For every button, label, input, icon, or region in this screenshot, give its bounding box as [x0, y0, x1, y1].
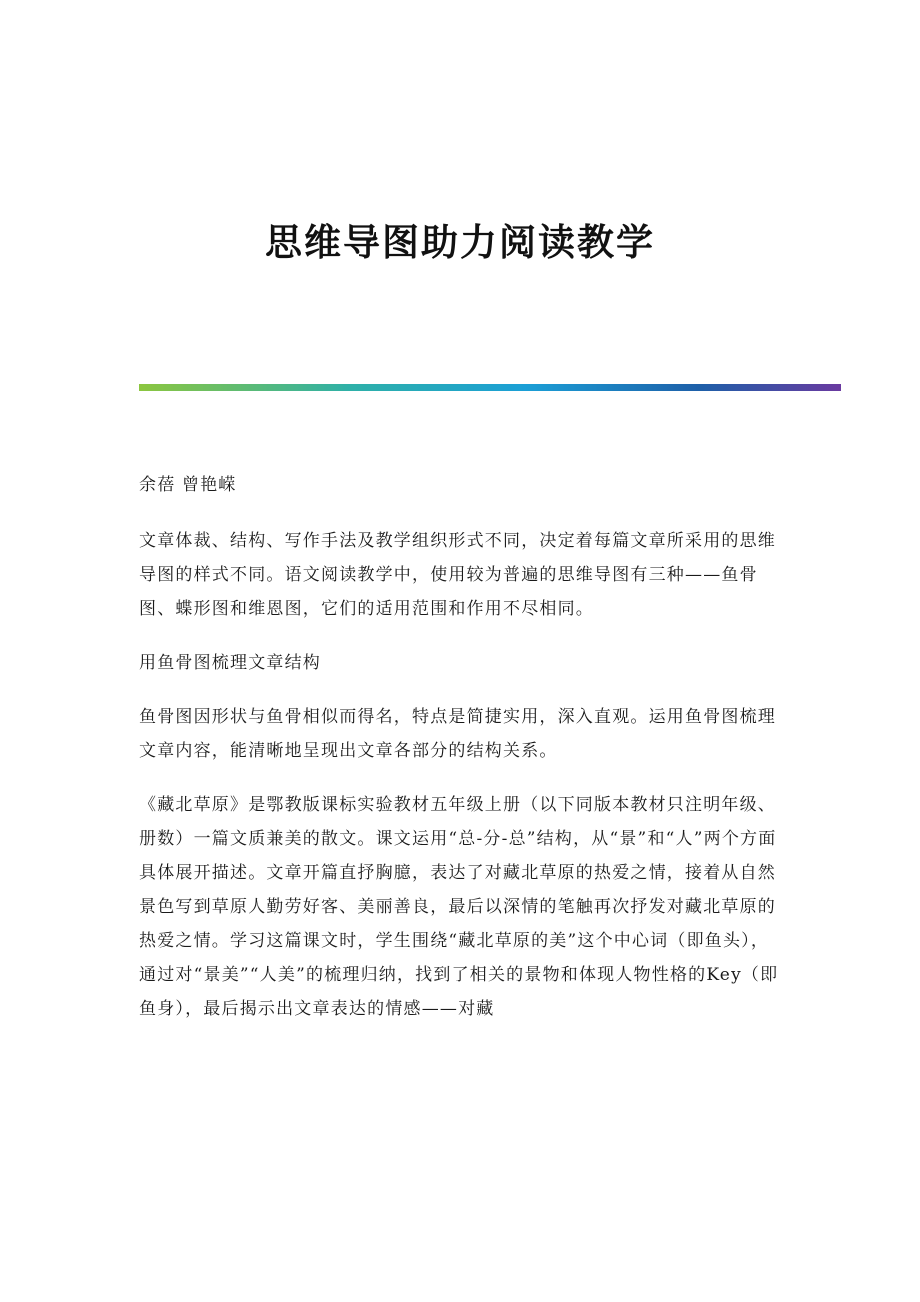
document-title: 思维导图助力阅读教学: [265, 221, 655, 264]
body-paragraph: 文章体裁、结构、写作手法及教学组织形式不同，决定着每篇文章所采用的思维导图的样式不同。语文阅读教学中，使用较为普遍的思维导图有三种——鱼骨图、蝶形图和维恩图，它们的适用范围和作用不尽相同。: [139, 531, 776, 619]
gradient-divider: [139, 384, 841, 391]
section-heading: 用鱼骨图梳理文章结构: [139, 653, 321, 673]
body-paragraph: 《藏北草原》是鄂教版课标实验教材五年级上册（以下同版本教材只注明年级、册数）一篇文质兼美的散文。课文运用“总-分-总”结构，从“景”和“人”两个方面具体展开描述。文章开篇直抒胸臆，表达了对藏北草原的热爱之情，接着从自然景色写到草原人勤劳好客、美丽善良，最后以深情的笔触再次抒发对藏北草原的热爱之情。学习这篇课文时，学生围绕“藏北草原的美”这个中心词（即鱼头），通过对“景美”“人美”的梳理归纳，找到了相关的景物和体现人物性格的Key（即鱼身），最后揭示出文章表达的情感——对藏: [139, 795, 779, 1019]
document-body: [139, 468, 779, 1046]
body-paragraph: 鱼骨图因形状与鱼骨相似而得名，特点是简捷实用，深入直观。运用鱼骨图梳理文章内容，能清晰地呈现出文章各部分的结构关系。: [139, 707, 776, 761]
author-line: 余蓓 曾艳嵘: [139, 475, 237, 495]
